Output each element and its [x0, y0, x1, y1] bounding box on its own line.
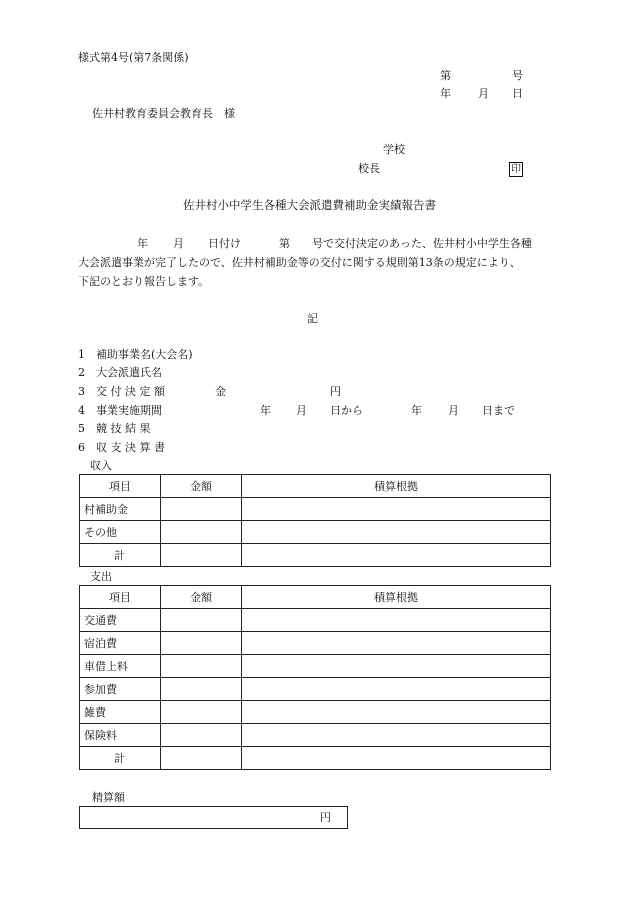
expense-basis-cell[interactable] [242, 655, 551, 678]
table-row [80, 498, 551, 521]
item-3: 3 交 付 決 定 額 [78, 385, 165, 398]
expense-row-label: 雑費 [80, 701, 161, 724]
principal-label: 校長 [358, 162, 380, 175]
item-3-kin: 金 [215, 385, 226, 398]
expense-amount-cell[interactable] [161, 701, 242, 724]
body-month: 月 [173, 237, 184, 250]
settlement-unit: 円 [320, 811, 331, 824]
expense-row-label: 参加費 [80, 678, 161, 701]
settlement-amount-box[interactable] [79, 806, 348, 829]
form-reference: 様式第4号(第7条関係) [78, 51, 189, 64]
ki-heading: 記 [307, 312, 318, 325]
expense-basis-cell[interactable] [242, 632, 551, 655]
expense-label: 支出 [90, 570, 112, 583]
income-header-item: 項目 [80, 475, 161, 498]
body-year: 年 [137, 237, 148, 250]
expense-amount-cell[interactable] [161, 609, 242, 632]
item-4-month2: 月 [448, 404, 459, 417]
income-header-row [80, 475, 551, 498]
item-4: 4 事業実施期間 [78, 404, 162, 417]
expense-basis-cell[interactable] [242, 678, 551, 701]
addressee: 佐井村教育委員会教育長 様 [92, 107, 235, 120]
settlement-label: 精算額 [92, 791, 125, 804]
date-month: 月 [478, 87, 489, 100]
item-3-en: 円 [330, 385, 341, 398]
expense-total-amount-cell[interactable] [161, 747, 242, 770]
expense-amount-cell[interactable] [161, 678, 242, 701]
income-basis-cell[interactable] [242, 498, 551, 521]
body-line2: 大会派遣事業が完了したので、佐井村補助金等の交付に関する規則第13条の規定により、 [78, 256, 521, 269]
table-row [80, 655, 551, 678]
item-4-year1: 年 [260, 404, 271, 417]
school-label: 学校 [383, 143, 405, 156]
body-dated: 日付け [208, 237, 241, 250]
expense-amount-cell[interactable] [161, 655, 242, 678]
expense-row-label: 宿泊費 [80, 632, 161, 655]
table-row [80, 521, 551, 544]
table-row [80, 701, 551, 724]
item-1: 1 補助事業名(大会名) [78, 348, 193, 361]
income-header-basis: 積算根拠 [242, 475, 551, 498]
document-title: 佐井村小中学生各種大会派遣費補助金実績報告書 [183, 198, 436, 212]
item-4-year2: 年 [411, 404, 422, 417]
expense-row-label: 交通費 [80, 609, 161, 632]
body-line1-rest: 号で交付決定のあった、佐井村小中学生各種 [312, 237, 532, 250]
expense-total-basis-cell[interactable] [242, 747, 551, 770]
expense-header-item: 項目 [80, 586, 161, 609]
date-year: 年 [440, 87, 451, 100]
expense-header-amount: 金額 [161, 586, 242, 609]
income-total-basis-cell[interactable] [242, 544, 551, 567]
expense-basis-cell[interactable] [242, 701, 551, 724]
expense-table [79, 585, 551, 770]
expense-header-row [80, 586, 551, 609]
income-total-label: 計 [80, 544, 161, 567]
expense-row-label: 保険料 [80, 724, 161, 747]
body-line3: 下記のとおり報告します。 [78, 275, 210, 288]
income-amount-cell[interactable] [161, 498, 242, 521]
income-table [79, 474, 551, 567]
body-dai: 第 [279, 237, 290, 250]
income-header-amount: 金額 [161, 475, 242, 498]
table-row [80, 678, 551, 701]
number-go: 号 [512, 69, 523, 82]
table-row [80, 609, 551, 632]
date-day: 日 [512, 87, 523, 100]
income-label: 収入 [90, 459, 112, 472]
expense-total-label: 計 [80, 747, 161, 770]
table-row [80, 724, 551, 747]
expense-total-row [80, 747, 551, 770]
item-2: 2 大会派遣氏名 [78, 366, 162, 379]
expense-amount-cell[interactable] [161, 632, 242, 655]
seal-stamp: 印 [511, 164, 521, 175]
number-dai: 第 [440, 69, 451, 82]
expense-amount-cell[interactable] [161, 724, 242, 747]
item-5: 5 競 技 結 果 [78, 422, 151, 435]
income-basis-cell[interactable] [242, 521, 551, 544]
item-4-from: 日から [330, 404, 363, 417]
table-row [80, 632, 551, 655]
item-6: 6 収 支 決 算 書 [78, 441, 165, 454]
income-row-label: その他 [80, 521, 161, 544]
income-amount-cell[interactable] [161, 521, 242, 544]
expense-basis-cell[interactable] [242, 609, 551, 632]
income-total-amount-cell[interactable] [161, 544, 242, 567]
income-total-row [80, 544, 551, 567]
expense-row-label: 車借上料 [80, 655, 161, 678]
expense-basis-cell[interactable] [242, 724, 551, 747]
item-4-until: 日まで [482, 404, 515, 417]
expense-header-basis: 積算根拠 [242, 586, 551, 609]
item-4-month1: 月 [296, 404, 307, 417]
income-row-label: 村補助金 [80, 498, 161, 521]
